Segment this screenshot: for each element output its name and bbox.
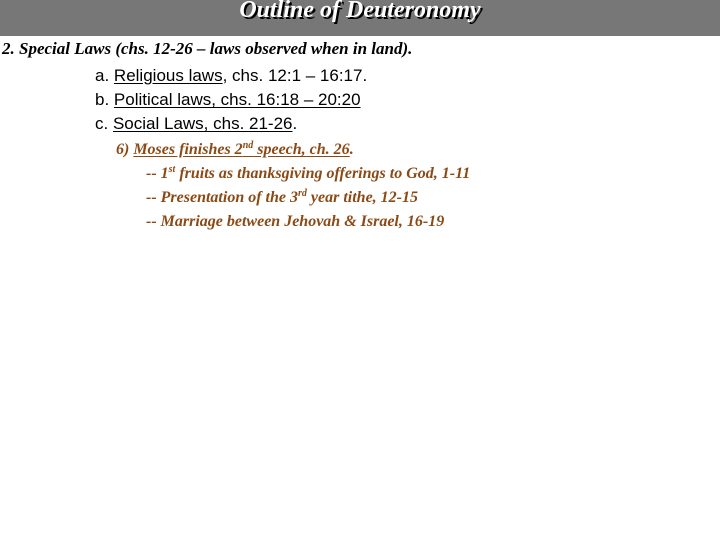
- sub-item-prefix: b.: [95, 90, 110, 109]
- sub-item-political-laws: [95, 90, 361, 110]
- religious-laws-link[interactable]: Religious laws: [113, 66, 223, 85]
- sub-item-prefix: c.: [95, 114, 109, 133]
- social-laws-link[interactable]: Social Laws, chs. 21-26: [112, 114, 293, 133]
- moses-prefix: 6): [116, 141, 134, 158]
- sub-item-rest: .: [292, 114, 298, 133]
- moses-link-text: Moses finishes 2: [133, 141, 243, 158]
- moses-speech-item: [116, 141, 354, 159]
- ordinal-suffix: st: [168, 164, 176, 175]
- moses-rest: .: [349, 141, 354, 158]
- political-laws-link[interactable]: Political laws, chs. 16:18 – 20:20: [113, 90, 361, 109]
- list-item-text: -- Marriage between Jehovah & Israel, 16-19: [146, 213, 445, 230]
- list-item-text: -- Presentation of the 3: [146, 189, 298, 206]
- section-heading: 2. Special Laws (chs. 12-26 – laws observed when in land).: [2, 39, 413, 58]
- sub-item-prefix: a.: [95, 66, 110, 85]
- list-item: [146, 213, 444, 231]
- list-item-text: -- 1: [146, 165, 169, 182]
- list-item-text-end: year tithe, 12-15: [306, 189, 418, 206]
- list-item: [146, 189, 418, 207]
- ordinal-suffix: nd: [242, 140, 254, 151]
- title-bar: [0, 0, 720, 36]
- sub-item-rest: , chs. 12:1 – 16:17.: [222, 66, 368, 85]
- moses-link-text-end: speech, ch. 26: [253, 141, 350, 158]
- ordinal-suffix: rd: [298, 188, 307, 199]
- sub-item-religious-laws: [95, 66, 367, 86]
- moses-speech-link[interactable]: [133, 141, 349, 158]
- list-item-text-end: fruits as thanksgiving offerings to God, 1-11: [175, 165, 471, 182]
- slide-title: Outline of Deuteronomy: [239, 0, 481, 23]
- sub-item-social-laws: [95, 114, 297, 134]
- list-item: [146, 165, 470, 183]
